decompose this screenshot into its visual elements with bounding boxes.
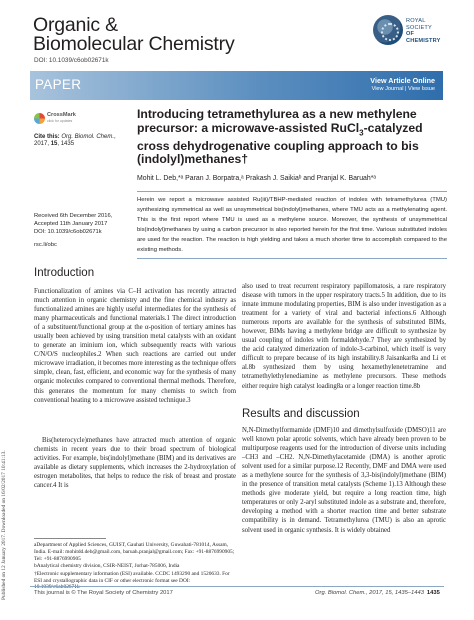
rsc-logo-line2: OF CHEMISTRY xyxy=(406,31,441,44)
received-info xyxy=(34,212,134,236)
accepted-date: Accepted 11th January 2017 xyxy=(34,221,108,227)
rsc-logo-text xyxy=(406,18,447,44)
abstract-bottom-rule xyxy=(137,258,447,259)
cite-this xyxy=(34,134,132,149)
page-number: 1435 xyxy=(426,590,440,596)
crossmark-badge[interactable] xyxy=(34,112,80,125)
header-doi[interactable]: DOI: 10.1039/c6ob02671k xyxy=(34,57,109,64)
footnote-affiliation-b: bAnalytical chemistry division, CSIR-NEIST, Jorhat-785006, India xyxy=(34,563,180,570)
article-title-part2: -catalyzed cross dehydrogenative coupling approach to bis (indolyl)methanes† xyxy=(137,120,423,167)
crossmark-label: CrossMark xyxy=(47,111,76,118)
footnote-rule xyxy=(34,538,106,539)
cite-volume: 15 xyxy=(50,141,58,148)
rsc-emblem-icon xyxy=(373,15,403,45)
paper-label: PAPER xyxy=(35,77,82,92)
published-sidebar xyxy=(1,300,11,600)
paper-banner xyxy=(30,71,443,100)
published-note: Published on 12 January 2017. Downloaded on 16/02/2017 10:41:13. xyxy=(1,450,7,600)
cite-prefix: Cite this: xyxy=(34,134,60,140)
rsc-logo[interactable] xyxy=(373,15,447,51)
heading-results: Results and discussion xyxy=(242,408,360,420)
cite-journal: Org. Biomol. Chem. xyxy=(61,134,115,140)
cite-pages: , 1435 xyxy=(57,141,75,148)
crossmark-sub: click for updates xyxy=(47,118,73,123)
heading-introduction: Introduction xyxy=(34,267,95,279)
footnote-esi: †Electronic supplementary information (ESI) available. CCDC 1493290 and 1520633. For ESI and crystallographic data in CIF or other electronic format see DOI: 10.1039/c6ob02671k xyxy=(34,570,230,591)
rsc-short-link[interactable]: rsc.li/obc xyxy=(34,242,57,248)
intro-column-top xyxy=(34,287,236,405)
journal-title-line2: Biomolecular Chemistry xyxy=(33,33,235,55)
footnote-affiliation-a: aDepartment of Applied Sciences, GUIST, Gauhati University, Guwahati-781014, Assam, India. E-mail: mohitdd.deb@gmail.com, baruah.pranjal@gmail.com; Fax: +91-8876990905; Tel: +91-8876990905 xyxy=(34,542,235,562)
intro-paragraph-2: Bis(heterocycle)methanes have attracted much attention of organic chemists in recent years due to their broad spectrum of biological activities. For example, bis(indolyl)methane (BIM) and its derivatives are available as dietary supplements, which increases the 2-hydroxylation of estrogen metabolites, that helps to reduce the risk of breast and prostate cancer.4 It is xyxy=(34,437,236,490)
right-column-top xyxy=(242,282,446,391)
footer-journal-ref: Org. Biomol. Chem., 2017, 15, 1435–1443 xyxy=(315,590,424,596)
view-online-links xyxy=(370,76,435,92)
article-title-subscript: 3 xyxy=(359,128,364,138)
received-date: Received 6th December 2016, xyxy=(34,213,113,219)
results-column xyxy=(242,426,446,535)
right-paragraph-1: also used to treat recurrent respiratory papillomatosis, a rare respiratory disease with tumors in the upper respiratory tracts.5 In addition, due to its innate immune modulating properties, BIM is also under investigation as a treatment for a variety of viral and bacterial infections.6 Although numerous reports are available for the synthesis of substituted BIMs, however, BIMs having a methylene bridge are difficult to synthesize by usual coupling of indoles with formaldehyde.7 They are synthesized by the acid catalyzed dimerization of indole-3-carbinol, which itself is very difficult to prepare because of its high instability.8 Jaisankar8a and Li et al.8b synthesized them by using hexamethylenetetramine and tetramethylethylenediamine as methylene precursors. These methods either require high catalyst loading8a or a longer reaction time.8b xyxy=(242,283,446,390)
rsc-logo-line1: ROYAL SOCIETY xyxy=(406,18,432,31)
footer-copyright: This journal is © The Royal Society of Chemistry 2017 xyxy=(34,590,173,596)
results-paragraph-1: N,N-Dimethylformamide (DMF)10 and dimethylsulfoxide (DMSO)11 are well known polar aprotic solvents, which have already been proven to be multipurpose reagents used for the introduction of diverse units including –CH3 and –CH2. N,N-Dimethylacetamide (DMA) is another aprotic solvent used for a similar purpose.12 Recently, DMF and DMA were used as a methylene source for the synthesis of 3,3-bis(indolyl)methane (BIM) in the presence of transition metal catalysts (Scheme 1).13 Although these methods give moderate yield, but require a long reaction time, high temperatures or only 2-aryl substituted indole as a substrate and, therefore, developing a method with a shorter reaction time and better substrate compatibility is in demand. Tetramethylurea (TMU) is also an aprotic solvent used in organic synthesis. It is widely obtained xyxy=(242,427,446,534)
crossmark-text xyxy=(47,113,76,125)
cite-year: , 2017, xyxy=(34,134,116,148)
intro-paragraph-1: Functionalization of amines via C–H activation has recently attracted much attention in organic chemistry and the fine chemical industry as functionalized amines are highly useful intermediates for the synthesis of many pharmaceuticals and functional materials.1 The direct introduction of a substituent/functional group at the α-position of tertiary amines has usually been achieved by using transition metal catalysts with an oxidant to generate an iminium ion, which subsequently reacts with various C/N/O/S nucleophiles.2 When such reactions are carried out under microwave irradiation, it becomes more interesting as the technique offers simple, clean, fast, efficient, and economic way for the synthesis of many organic molecules compared to conventional thermal methods. Therefore, this generates the momentum for many chemists to switch from conventional heating to a microwave assisted technique.3 xyxy=(34,288,236,404)
view-journal-issue-link[interactable]: View Journal | View Issue xyxy=(371,86,435,92)
footnotes xyxy=(34,542,236,592)
abstract-top-rule xyxy=(137,191,447,192)
footer-rule xyxy=(30,586,444,587)
article-title xyxy=(137,108,447,167)
abstract: Herein we report a microwave assisted Ru(iii)/TBHP-mediated reaction of indoles with tetramethylurea (TMU) synthesizing symmetrical as well as unsymmetrical bis(indolyl)methanes, where TMU acts as a methylenating agent. This is the first report where TMU is used as a methylene source. Moreover, the synthesis of unsymmetrical bis(indolyl)methanes by using a carbon precursor is also reported herein for the first time. Various substituted indoles are used for the reaction. The reaction is high yielding and takes a much shorter time to accomplish compared to the existing methods. xyxy=(137,197,447,253)
journal-title xyxy=(33,16,235,54)
article-title-part1: Introducing tetramethylurea as a new methylene precursor: a microwave-assisted RuCl xyxy=(137,107,417,135)
journal-title-line1: Organic & xyxy=(33,14,118,36)
view-article-online-link[interactable]: View Article Online xyxy=(370,76,435,85)
intro-column-bottom xyxy=(34,436,236,490)
footer-citation xyxy=(315,590,440,596)
crossmark-icon xyxy=(34,113,45,124)
authors: Mohit L. Deb,*ᵃ Paran J. Borpatra,ᵃ Prakash J. Saikiaᵇ and Pranjal K. Baruah*ᵃ xyxy=(137,175,376,182)
article-doi[interactable]: DOI: 10.1039/c6ob02671k xyxy=(34,229,102,235)
